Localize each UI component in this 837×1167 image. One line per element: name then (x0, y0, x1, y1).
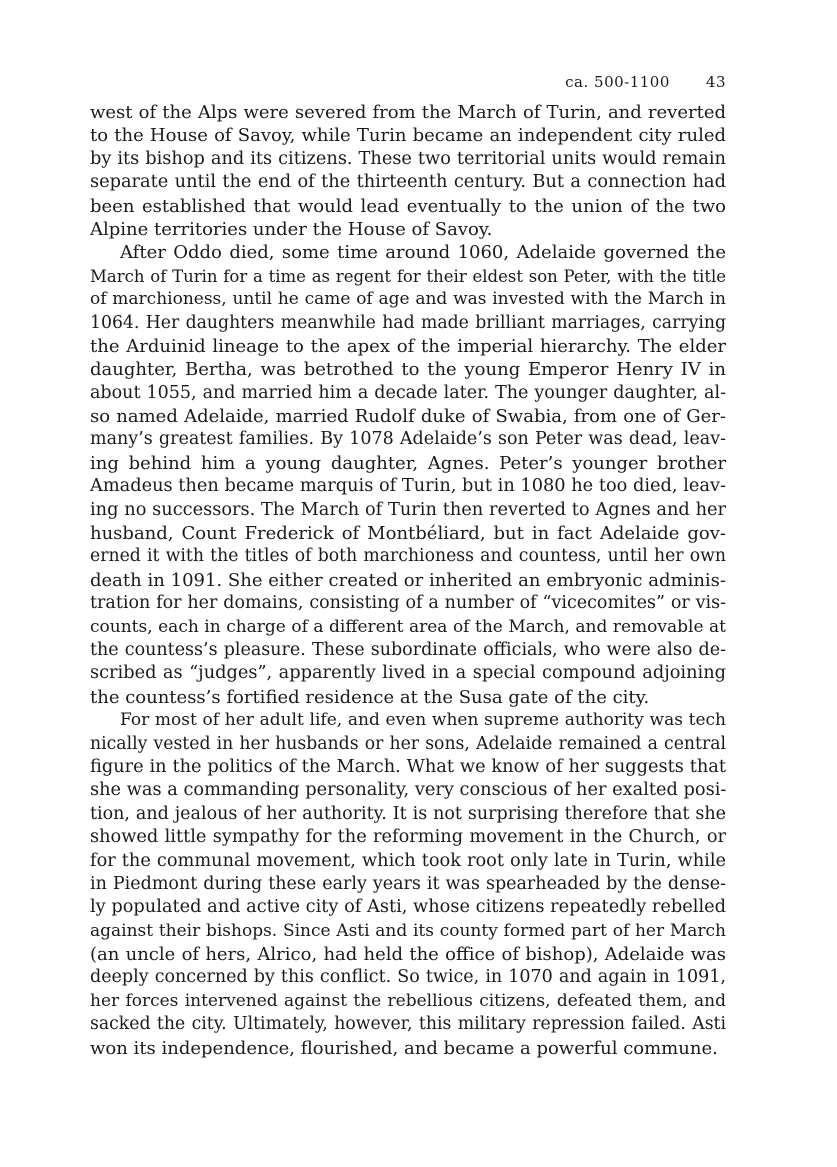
text-line: husband, Count Frederick of Montbéliard, but in fact Adelaide gov- (90, 523, 726, 545)
text-line: nically vested in her husbands or her sons, Adelaide remained a central (90, 733, 726, 754)
text-line: the Arduinid lineage to the apex of the imperial hierarchy. The elder (90, 335, 726, 357)
text-line: for the communal movement, which took root only late in Turin, while (90, 850, 726, 871)
text-line: about 1055, and married him a decade later. The younger daughter, al- (90, 382, 726, 403)
text-line: scribed as “judges”, apparently lived in a special compound adjoining (90, 663, 726, 684)
text-line: to the House of Savoy, while Turin became an independent city ruled (90, 125, 726, 147)
text-line: figure in the politics of the March. What we know of her suggests that (90, 756, 726, 777)
paragraph (90, 709, 726, 1060)
text-line: the countess’s fortified residence at the Susa gate of the city. (90, 686, 650, 708)
text-line: 1064. Her daughters meanwhile had made brilliant marriages, carrying (90, 312, 726, 333)
text-line: showed little sympathy for the reforming movement in the Church, or (90, 827, 726, 848)
text-line: Amadeus then became marquis of Turin, but in 1080 he too died, leav- (90, 476, 726, 497)
text-line: ing no successors. The March of Turin then reverted to Agnes and her (90, 499, 726, 520)
running-head (90, 70, 726, 94)
text-line: daughter, Bertha, was betrothed to the young Emperor Henry IV in (90, 359, 726, 381)
running-head-title: ca. 500-1100 (565, 73, 670, 91)
text-line: (an uncle of hers, Alrico, had held the office of bishop), Adelaide was (90, 944, 726, 966)
text-line: the countess’s pleasure. These subordinate officials, who were also de- (90, 639, 726, 660)
text-line: death in 1091. She either created or inherited an embryonic adminis- (90, 569, 726, 591)
text-line: Alpine territories under the House of Savoy. (90, 218, 493, 240)
text-line: counts, each in charge of a different area of the March, and removable at (90, 616, 726, 637)
text-line: tration for her domains, consisting of a number of “vicecomites” or vis- (90, 593, 726, 614)
book-page (90, 0, 726, 1167)
paragraph (90, 241, 726, 709)
text-line: by its bishop and its citizens. These two territorial units would remain (90, 148, 726, 169)
text-line: been established that would lead eventually to the union of the two (90, 195, 726, 217)
text-line: For most of her adult life, and even when supreme authority was tech (120, 710, 726, 731)
text-line: of marchioness, until he came of age and was invested with the March in (90, 289, 726, 310)
text-line: March of Turin for a time as regent for their eldest son Peter, with the title (90, 266, 726, 286)
text-line: many’s greatest families. By 1078 Adelaide’s son Peter was dead, leav- (90, 429, 726, 450)
text-line: erned it with the titles of both marchioness and countess, until her own (90, 546, 726, 567)
text-line: so named Adelaide, married Rudolf duke of Swabia, from one of Ger- (90, 406, 726, 428)
text-line: ing behind him a young daughter, Agnes. Peter’s younger brother (90, 452, 726, 474)
text-line: in Piedmont during these early years it was spearheaded by the dense- (90, 873, 726, 894)
text-line: tion, and jealous of her authority. It is not surprising therefore that she (90, 803, 726, 824)
text-line: After Oddo died, some time around 1060, Adelaide governed the (120, 242, 726, 264)
body-text (90, 101, 726, 1060)
text-line: separate until the end of the thirteenth century. But a connection had (90, 172, 726, 193)
text-line: against their bishops. Since Asti and its county formed part of her March (90, 920, 726, 941)
text-line: ly populated and active city of Asti, whose citizens repeatedly rebelled (90, 897, 726, 918)
text-line: her forces intervened against the rebellious citizens, defeated them, and (90, 990, 726, 1011)
text-line: sacked the city. Ultimately, however, this military repression failed. Asti (90, 1014, 726, 1035)
text-line: won its independence, flourished, and became a powerful commune. (90, 1037, 718, 1059)
text-line: deeply concerned by this conflict. So twice, in 1070 and again in 1091, (90, 967, 726, 988)
text-line: west of the Alps were severed from the March of Turin, and reverted (90, 102, 726, 123)
paragraph (90, 101, 726, 241)
page-number: 43 (705, 73, 726, 91)
text-line: she was a commanding personality, very conscious of her exalted posi- (90, 780, 726, 801)
